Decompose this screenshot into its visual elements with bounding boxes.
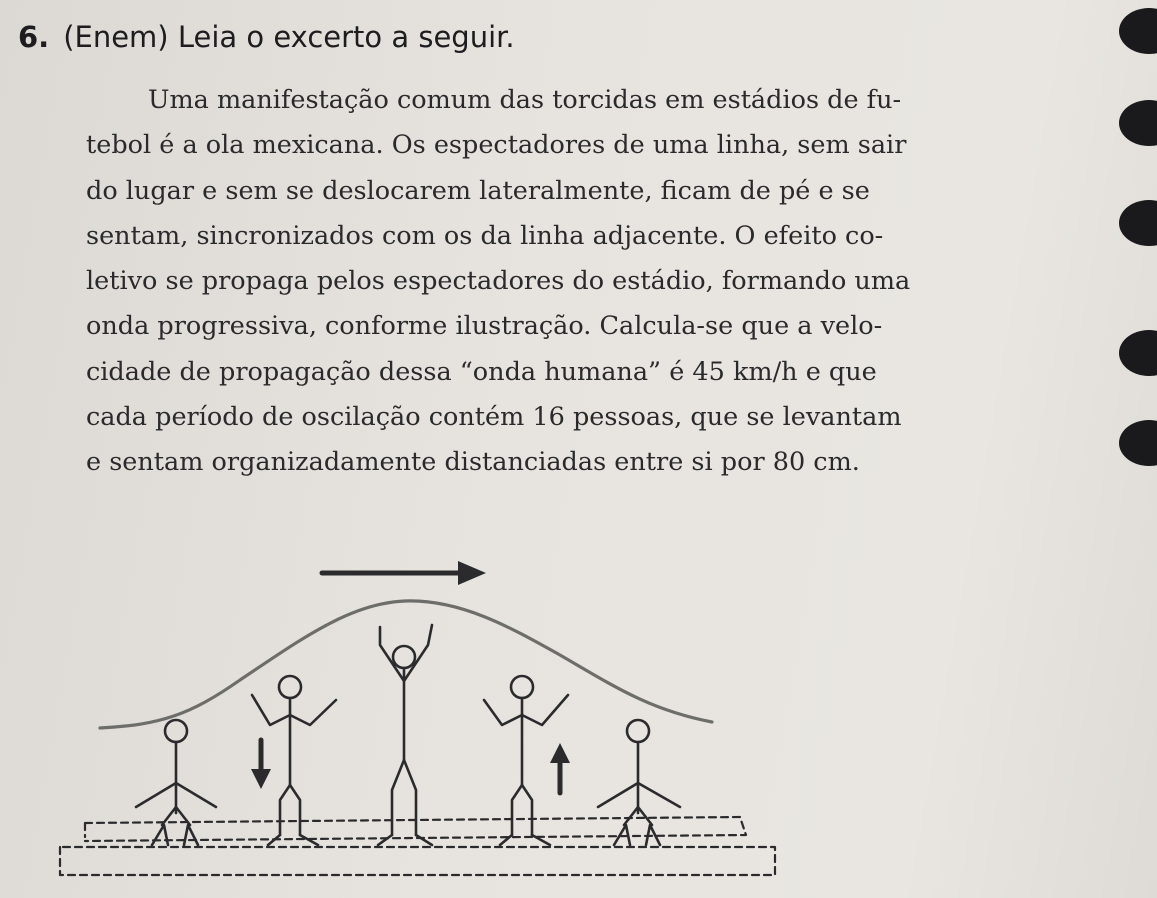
seated-person [598,720,680,845]
excerpt-line: letivo se propaga pelos espectadores do estádio, formando uma [86,266,911,297]
standing-person [378,625,432,845]
wave-curve [100,601,712,728]
rising-person [252,676,336,845]
seated-person [136,720,216,845]
excerpt-line: e sentam organizadamente distanciadas entre si por 80 cm. [86,447,860,478]
excerpt-line: cidade de propagação dessa “onda humana” é 45 km/h e que [86,356,877,387]
question-prompt: (Enem) Leia o excerto a seguir. [63,20,515,54]
excerpt-line: Uma manifestação comum das torcidas em estádios de fu- [148,85,902,115]
excerpt-line: do lugar e sem se deslocarem lateralmente, ficam de pé e se [86,175,870,206]
question-header [18,20,515,54]
question-number: 6. [18,20,50,54]
up-arrow [550,743,570,793]
excerpt-text [86,78,1111,486]
excerpt-line: cada período de oscilação contém 16 pessoas, que se levantam [86,402,902,433]
excerpt-line: sentam, sincronizados com os da linha adjacente. O efeito co- [86,220,884,251]
propagation-right-arrow [322,561,486,585]
excerpt-line: tebol é a ola mexicana. Os espectadores de uma linha, sem sair [86,130,907,161]
wave-illustration [40,545,800,885]
excerpt-line: onda progressiva, conforme ilustração. Calcula-se que a velo- [86,311,883,342]
down-arrow [251,740,271,789]
